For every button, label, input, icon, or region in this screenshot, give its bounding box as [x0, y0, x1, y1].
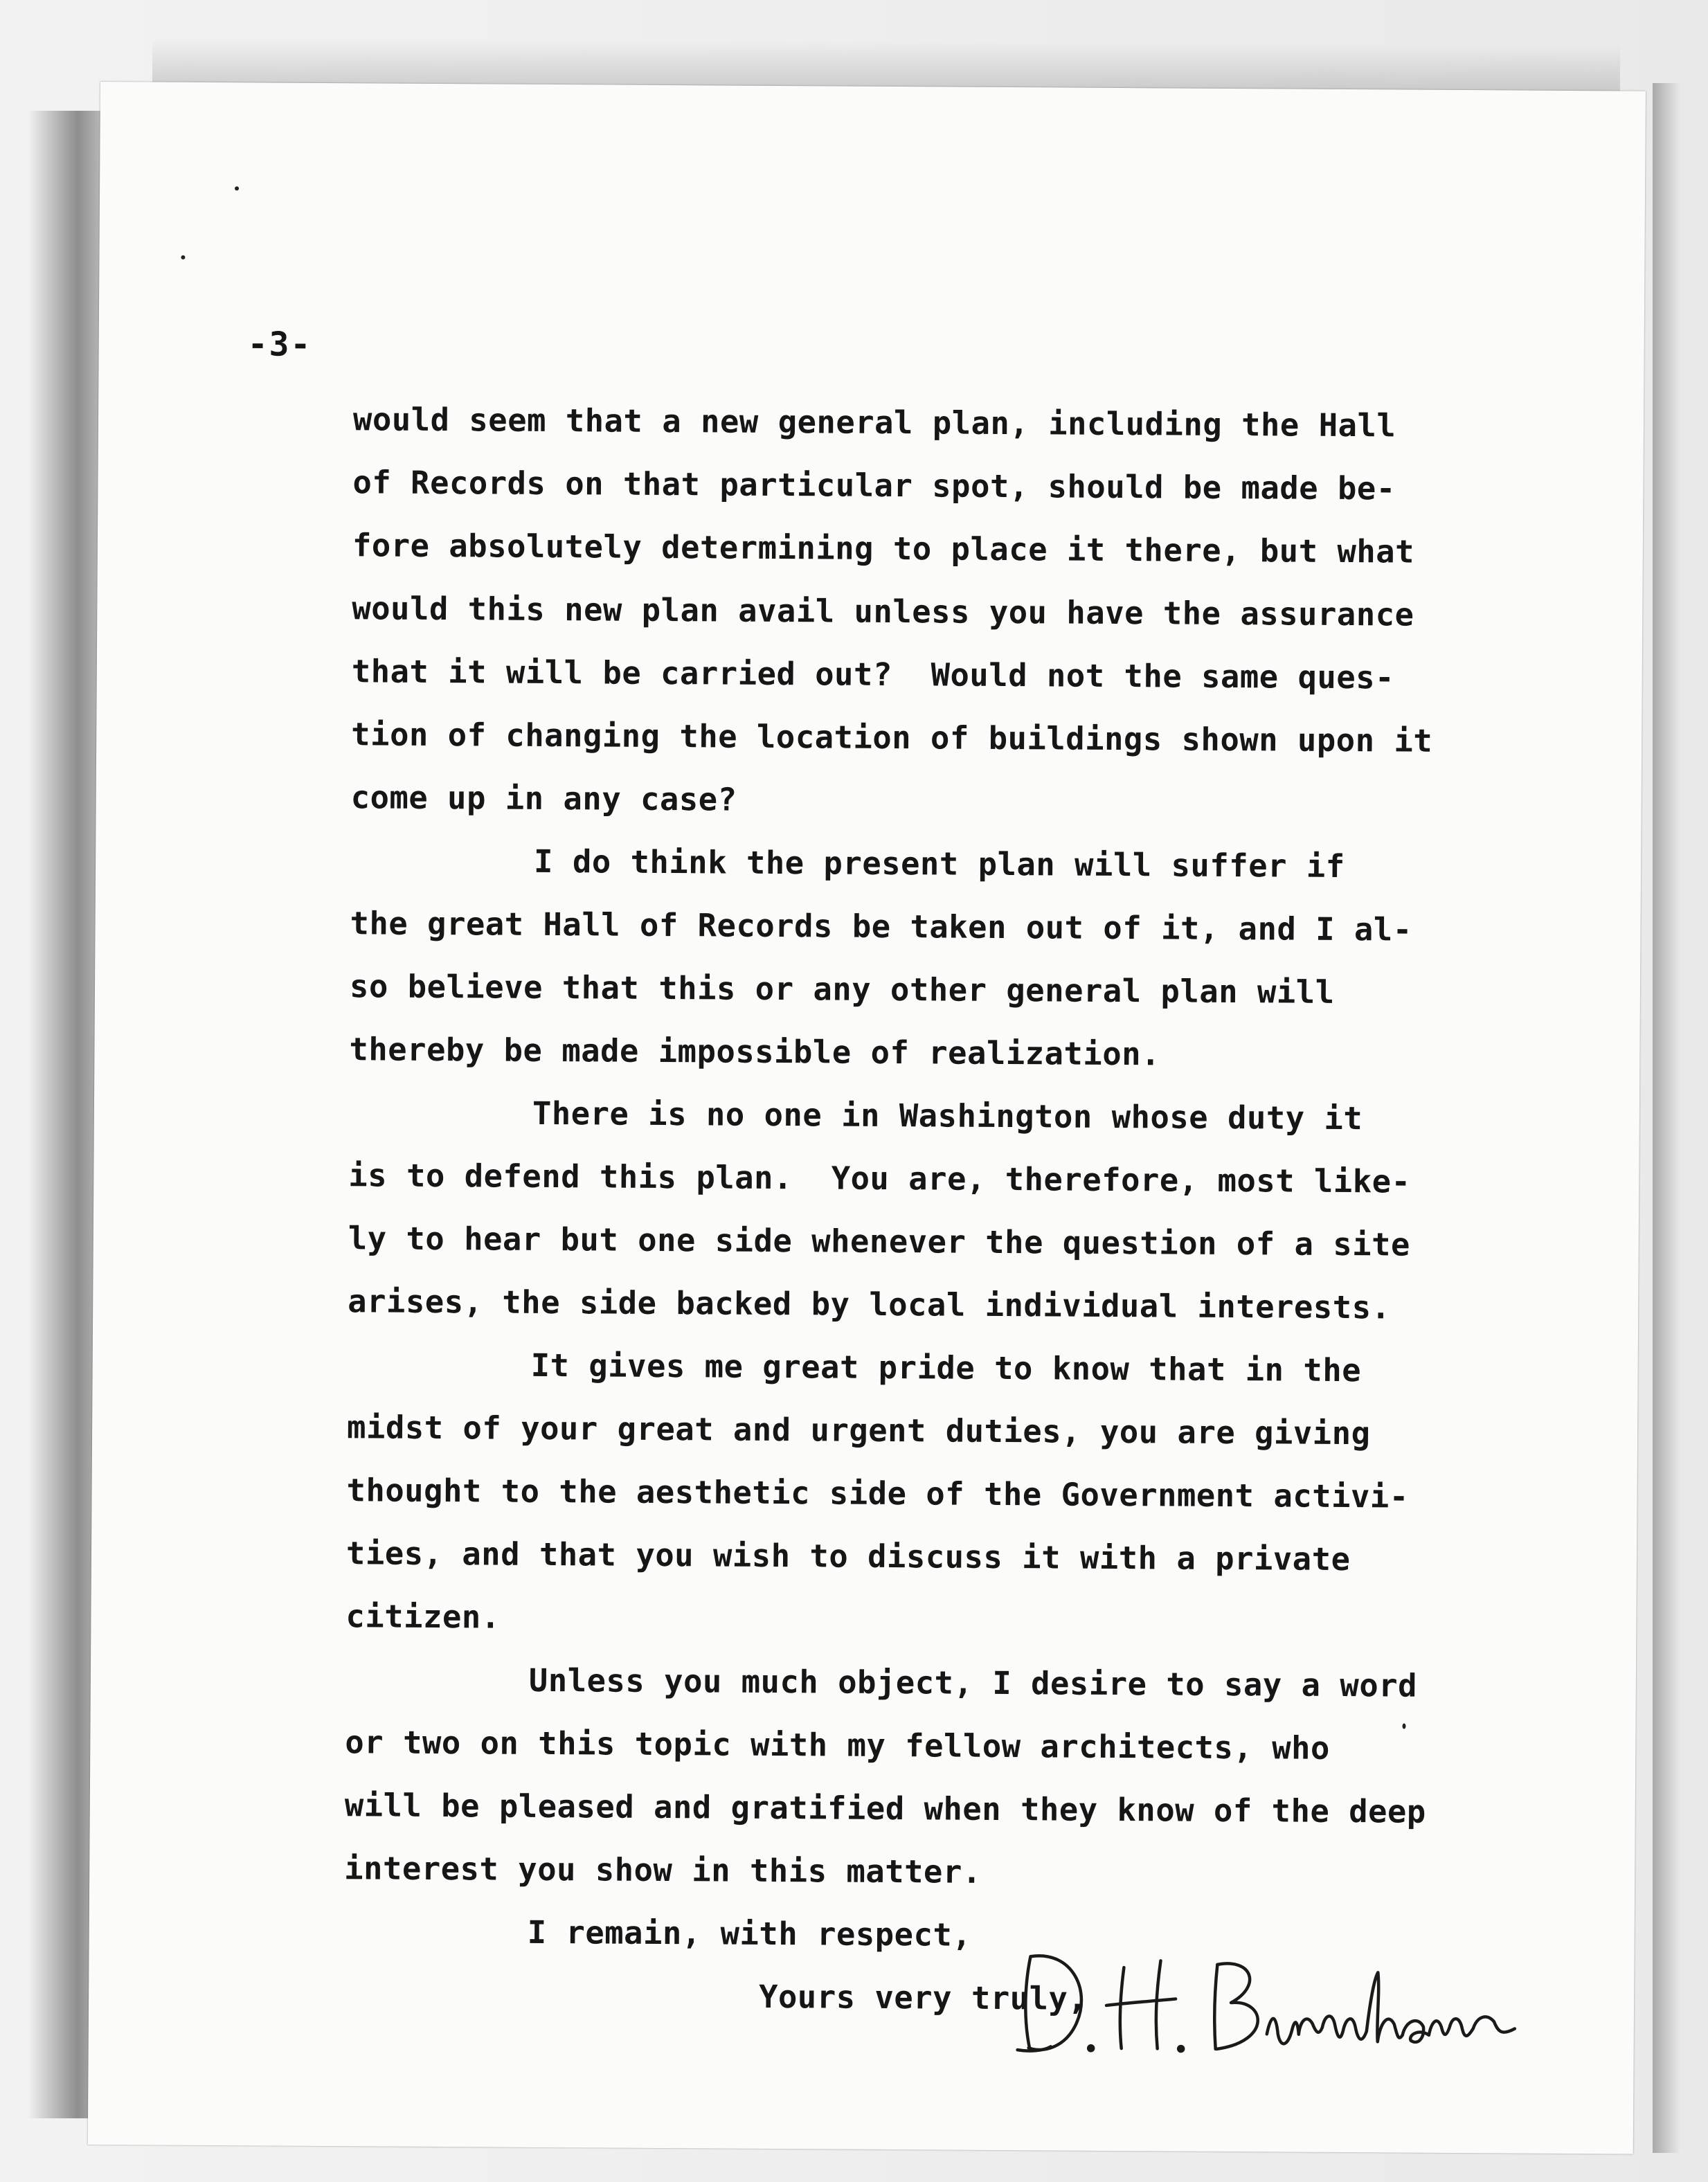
paragraph: [348, 1081, 1512, 1340]
text-line: the great Hall of Records be taken out of it, and I al-: [350, 905, 1412, 948]
text-line: It gives me great pride to know that in the: [530, 1346, 1362, 1389]
text-line: Unless you much object, I desire to say a word: [528, 1661, 1418, 1704]
valediction: Yours very truly,: [758, 1978, 1088, 2017]
letter-page: [88, 82, 1646, 2154]
paper-speck: [235, 186, 239, 190]
text-line: arises, the side backed by local individual interests.: [348, 1283, 1391, 1326]
text-line: thought to the aesthetic side of the Government activi-: [346, 1472, 1409, 1515]
sheet-shadow-right: [1653, 83, 1680, 2153]
text-line: would seem that a new general plan, including the Hall: [352, 401, 1396, 444]
text-line: that it will be carried out? Would not the same ques-: [351, 653, 1395, 696]
handwritten-signature: [1009, 1929, 1606, 2071]
text-line: would this new plan avail unless you have the assurance: [352, 590, 1414, 633]
paragraph: [350, 388, 1516, 836]
closing-line: I remain, with respect,: [527, 1913, 972, 1954]
text-line: tion of changing the location of buildings shown upon it: [351, 716, 1433, 759]
paragraph: [345, 1333, 1511, 1654]
text-line: fore absolutely determining to place it there, but what: [352, 527, 1415, 570]
text-line: thereby be made impossible of realization.: [349, 1031, 1161, 1073]
text-line: interest you show in this matter.: [344, 1850, 982, 1891]
text-line: is to defend this plan. You are, therefore, most like-: [348, 1157, 1411, 1200]
page-number: -3-: [247, 325, 312, 364]
text-line: so believe that this or any other general plan will: [349, 968, 1335, 1011]
paragraph: [344, 1648, 1509, 1906]
paper-speck: [181, 255, 185, 260]
text-line: ties, and that you wish to discuss it with a private: [345, 1535, 1351, 1578]
text-line: There is no one in Washington whose duty it: [532, 1094, 1363, 1137]
text-line: or two on this topic with my fellow architects, who: [345, 1724, 1331, 1767]
text-line: ly to hear but one side whenever the question of a site: [348, 1220, 1411, 1263]
text-line: come up in any case?: [350, 779, 737, 818]
paragraph: [349, 829, 1513, 1088]
letter-body: [343, 388, 1516, 2032]
text-line: will be pleased and gratified when they know of the deep: [344, 1787, 1426, 1830]
text-line: I do think the present plan will suffer if: [533, 842, 1345, 885]
text-line: of Records on that particular spot, should be made be-: [352, 464, 1396, 507]
text-line: midst of your great and urgent duties, you are giving: [346, 1409, 1371, 1452]
text-line: citizen.: [345, 1598, 501, 1636]
